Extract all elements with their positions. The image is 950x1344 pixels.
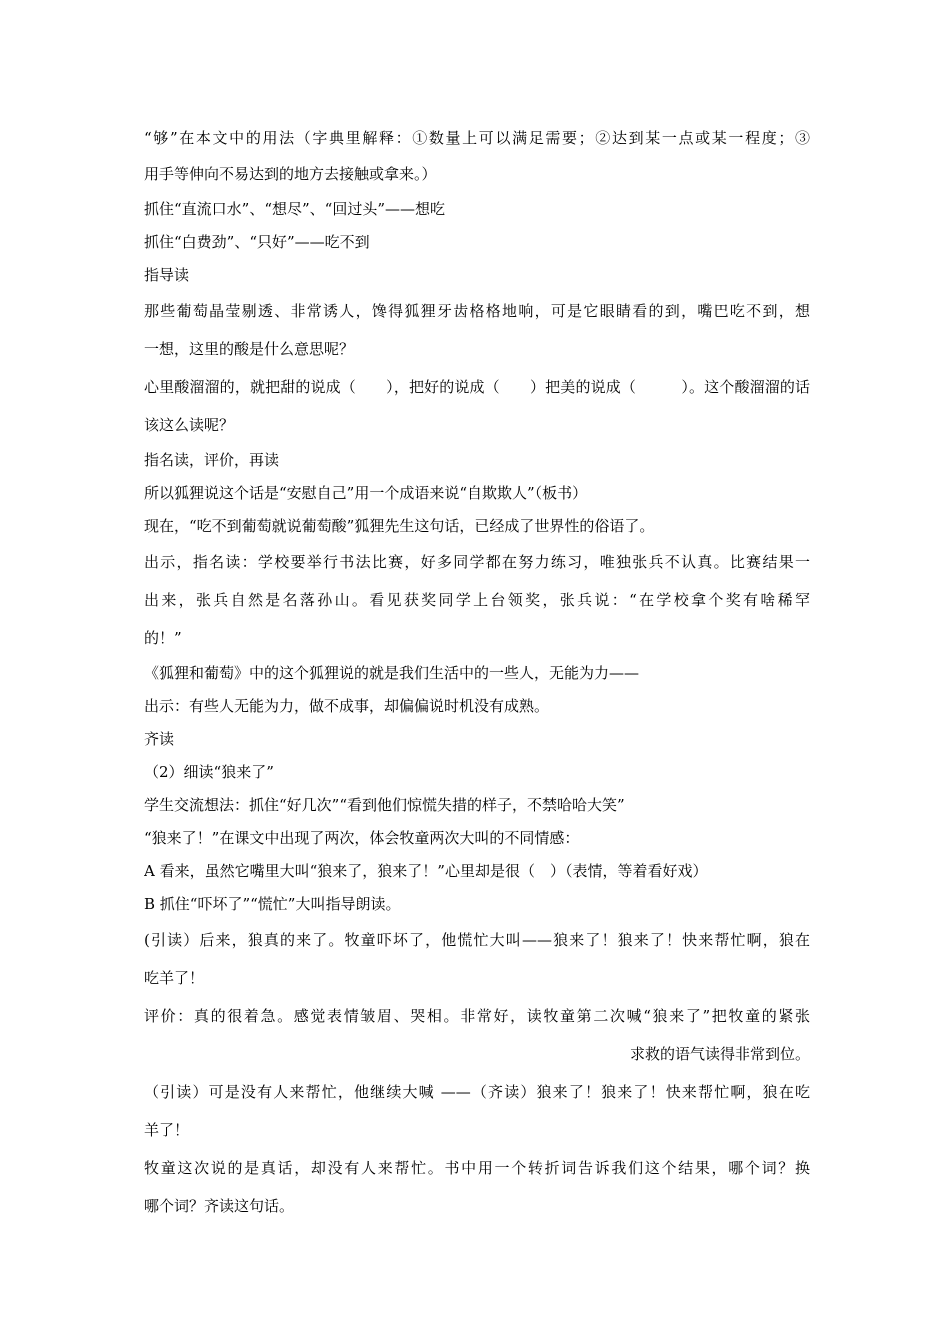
text-line: 一想，这里的酸是什么意思呢？ <box>144 340 355 358</box>
text-line: 哪个词？齐读这句话。 <box>144 1197 295 1215</box>
text-line: （2）细读“狼来了” <box>144 763 274 781</box>
text-line: 出来，张兵自然是名落孙山。看见获奖同学上台领奖，张兵说：“在学校拿个奖有啥稀罕 <box>144 591 810 609</box>
text-line: 用手等伸向不易达到的地方去接触或拿来。） <box>144 165 437 183</box>
text-line: 指名读，评价，再读 <box>144 451 280 469</box>
text-line: 该这么读呢？ <box>144 416 235 434</box>
text-line: 评价：真的很着急。感觉表情皱眉、哭相。非常好，读牧童第二次喊“狼来了”把牧童的紧张 <box>144 1007 810 1025</box>
text-line: 学生交流想法：抓住“好几次”“看到他们惊慌失措的样子，不禁哈哈大笑” <box>144 796 625 814</box>
text-line: 求救的语气读得非常到位。 <box>629 1045 810 1063</box>
text-line: B 抓住“吓坏了”“慌忙”大叫指导朗读。 <box>144 895 401 913</box>
text-line: 《狐狸和葡萄》中的这个狐狸说的就是我们生活中的一些人，无能为力—— <box>144 664 640 682</box>
text-line: 齐读 <box>144 730 175 748</box>
document-body <box>144 122 810 1225</box>
text-line: “够”在本文中的用法（字典里解释：①数量上可以满足需要；②达到某一点或某一程度；③ <box>144 129 810 147</box>
text-line: 所以狐狸说这个话是“安慰自己”用一个成语来说“自欺欺人”（板书） <box>144 484 588 502</box>
text-line: 那些葡萄晶莹剔透、非常诱人，馋得狐狸牙齿格格地响，可是它眼睛看的到，嘴巴吃不到，想 <box>144 302 810 320</box>
text-line: “狼来了！”在课文中出现了两次，体会牧童两次大叫的不同情感： <box>144 829 580 847</box>
text-line: （引读）可是没有人来帮忙，他继续大喊 ——（齐读）狼来了！狼来了！快来帮忙啊，狼在吃 <box>144 1083 810 1101</box>
text-line: 羊了！ <box>144 1121 190 1139</box>
text-line: 指导读 <box>144 266 190 284</box>
text-line: 吃羊了！ <box>144 969 205 987</box>
text-line: A 看来，虽然它嘴里大叫“狼来了，狼来了！”心里却是很（ ）（表情，等着看好戏） <box>144 862 708 880</box>
text-line: 出示：有些人无能为力，做不成事，却偏偏说时机没有成熟。 <box>144 697 550 715</box>
text-line: (引读）后来，狼真的来了。牧童吓坏了，他慌忙大叫——狼来了！狼来了！快来帮忙啊，狼在 <box>144 931 810 949</box>
text-line: 出示，指名读：学校要举行书法比赛，好多同学都在努力练习，唯独张兵不认真。比赛结果一 <box>144 553 810 571</box>
text-line: 抓住“白费劲”、“只好”——吃不到 <box>144 233 370 251</box>
text-line: 牧童这次说的是真话，却没有人来帮忙。书中用一个转折词告诉我们这个结果，哪个词？换 <box>144 1159 810 1177</box>
text-line: 心里酸溜溜的，就把甜的说成（ ），把好的说成（ ）把美的说成（ ）。这个酸溜溜的话 <box>144 378 810 396</box>
text-line: 的！” <box>144 629 182 647</box>
text-line: 现在，“吃不到葡萄就说葡萄酸”狐狸先生这句话，已经成了世界性的俗语了。 <box>144 517 655 535</box>
text-line: 抓住“直流口水”、“想尽”、“回过头”——想吃 <box>144 200 446 218</box>
